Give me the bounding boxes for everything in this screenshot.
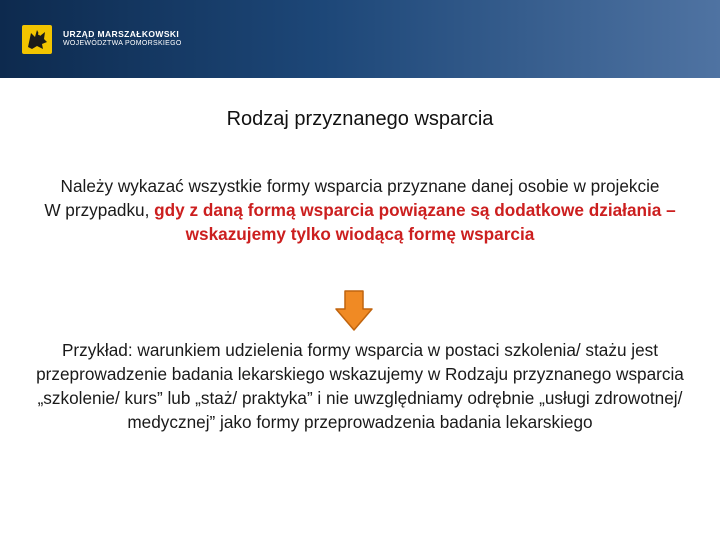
- slide-title: Rodzaj przyznanego wsparcia: [226, 108, 494, 130]
- org-name-line2: WOJEWÓDZTWA POMORSKIEGO: [63, 40, 182, 47]
- case-highlight: gdy z daną formą wsparcia powiązane są dodatkowe działania – wskazujemy tylko wiodącą formę wsparcia: [154, 200, 676, 244]
- intro-text: Należy wykazać wszystkie formy wsparcia przyznane danej osobie w projekcie: [60, 176, 660, 196]
- down-arrow-icon: [334, 290, 374, 332]
- case-prefix: W przypadku,: [44, 200, 155, 220]
- header-bar: [0, 0, 720, 78]
- org-name-line1: URZĄD MARSZAŁKOWSKI: [63, 29, 180, 39]
- intro-paragraph: [20, 174, 700, 246]
- example-paragraph: Przykład: warunkiem udzielenia formy wsparcia w postaci szkolenia/ stażu jest przeprowadzenie badania lekarskiego wskazujemy w Rodzaju przyznanego wsparcia „szkolenie/ kurs” lub „staż/ praktyka” i nie uwzględniamy odrębnie „usługi zdrowotnej/ medycznej” jako formy przeprowadzenia badania lekarskiego: [36, 340, 684, 432]
- gryphon-crest-icon: [22, 25, 52, 54]
- case-text: [20, 198, 700, 246]
